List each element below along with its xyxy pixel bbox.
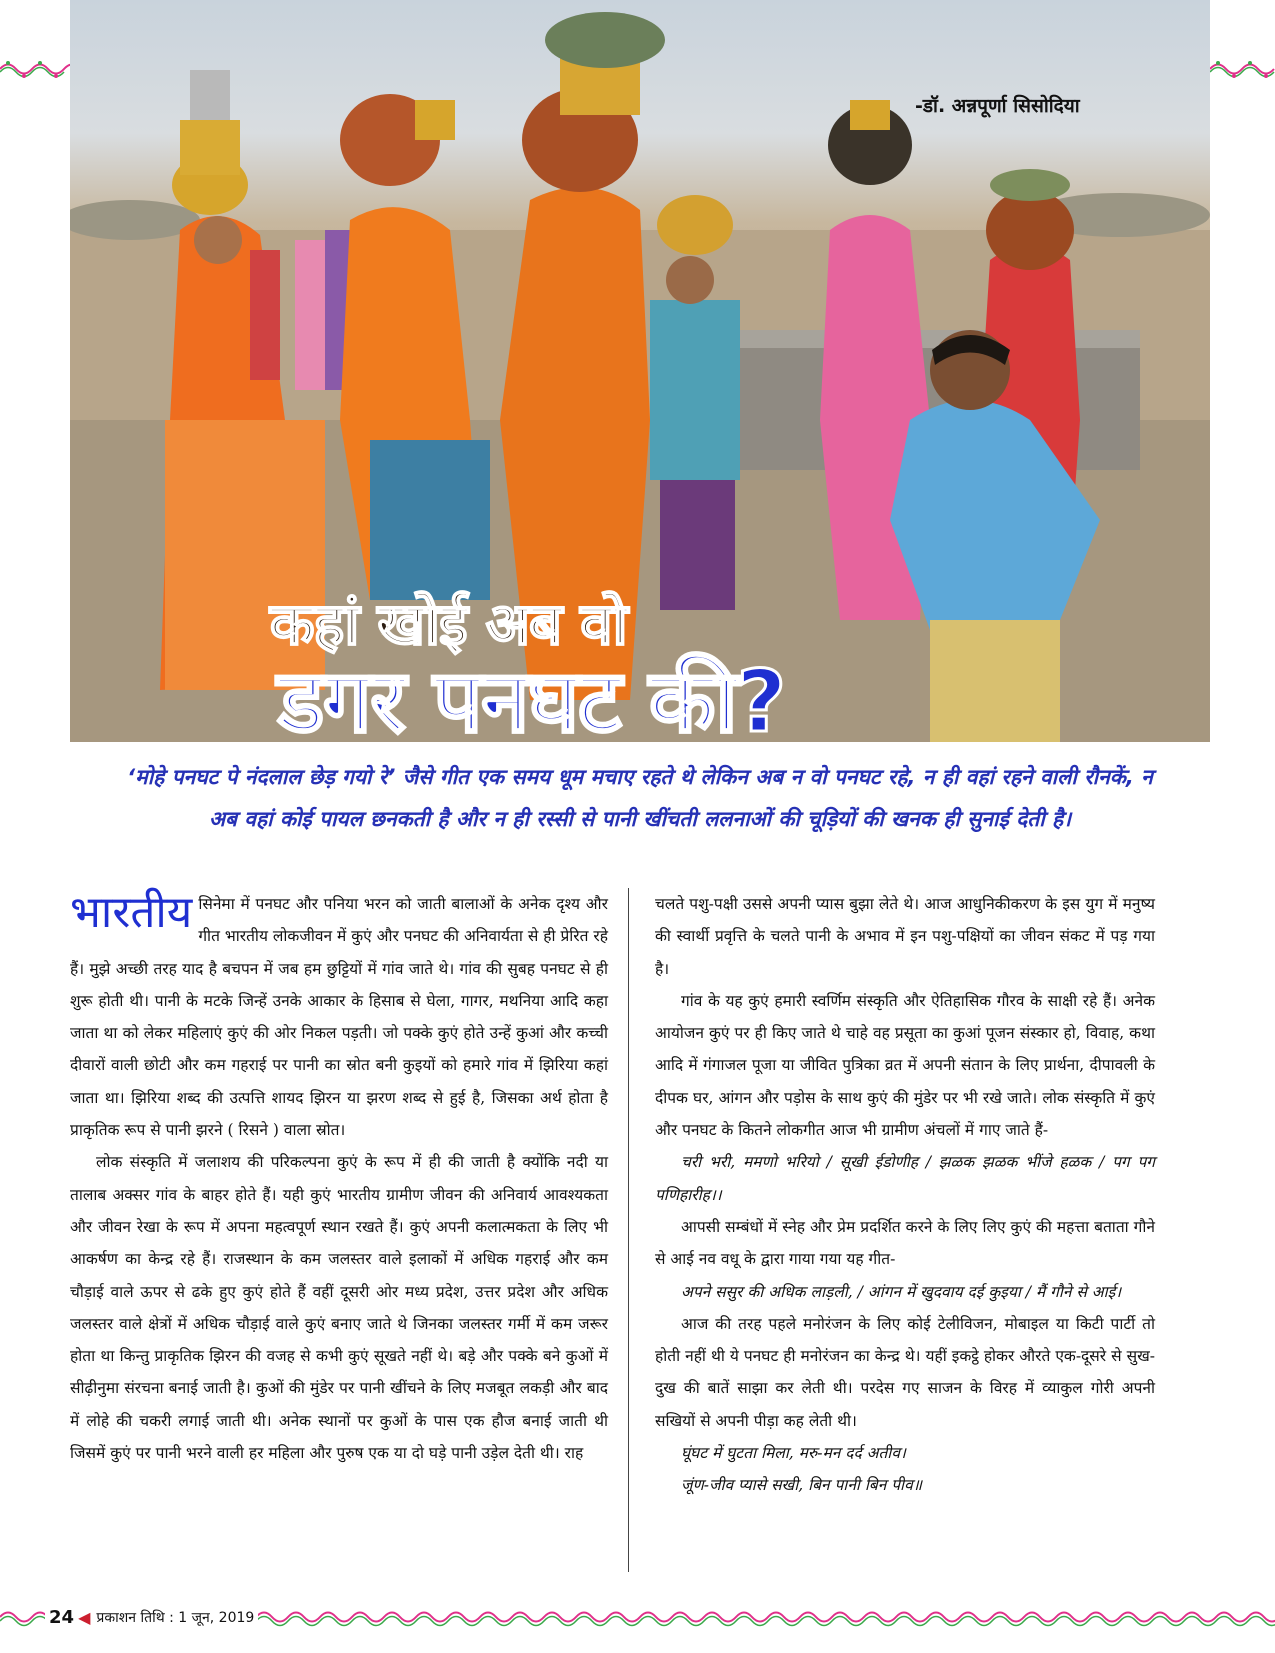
- page-footer: [45, 1605, 258, 1629]
- arrow-left-icon: ◀: [78, 1607, 91, 1627]
- paragraph-6: आज की तरह पहले मनोरंजन के लिए कोई टेलीविजन, मोबाइल या किटी पार्टी तो होती नहीं थी ये पनघट ही मनोरंजन का केन्द्र थे। यहीं इकट्ठे होकर औरते एक-दूसरे से सुख-दुख की बातें साझा कर लेती थी। परदेस गए साजन के विरह में व्याकुल गोरी अपनी सखियों से अपनी पीड़ा कह लेती थी।: [655, 1314, 1155, 1430]
- column-divider: [628, 888, 629, 1572]
- top-left-border-ornament: [0, 58, 70, 80]
- paragraph-1: [70, 888, 608, 1146]
- top-right-border-ornament: [1210, 58, 1275, 80]
- couplet-line-1: घूंघट में घुटता मिला, मरु-मन दर्द अतीव।: [681, 1444, 906, 1463]
- couplet-line-2: जूंण-जीव प्यासे सखी, बिन पानी बिन पीव॥: [681, 1476, 922, 1495]
- headline-line-1: कहां खोई अब वो: [270, 590, 627, 658]
- article-column-right: [655, 888, 1155, 1502]
- paragraph-4: गांव के यह कुएं हमारी स्वर्णिम संस्कृति और ऐतिहासिक गौरव के साक्षी रहे हैं। अनेक आयोजन कुएं पर ही किए जाते थे चाहे वह प्रसूता का कुआं पूजन संस्कार हो, विवाह, कथा आदि में गंगाजल पूजा या जीवित पुत्रिका व्रत में अपनी संतान के लिए प्रार्थना, दीपावली के दीपक घर, आंगन और पड़ोस के साथ कुएं की मुंडेर पर भी रखे जाते। लोक संस्कृति में कुएं और पनघट के कितने लोकगीत आज भी ग्रामीण अंचलों में गाए जाते हैं-: [655, 991, 1155, 1140]
- page-number: 24: [49, 1606, 75, 1628]
- folk-song-verse-1: चरी भरी, ममणो भरियो / सूखी ईडोणीह / झळक झळक भींजे हळक / पग पग पणिहारीह।।: [655, 1153, 1155, 1204]
- folk-song-verse-2: अपने ससुर की अधिक लाड़ली, / आंगन में खुदवाय दई कुइया / मैं गौने से आई।: [681, 1282, 1122, 1301]
- paragraph-5: आपसी सम्बंधों में स्नेह और प्रेम प्रदर्शित करने के लिए लिए कुएं की महत्ता बताता गौने से आई नव वधू के द्वारा गाया गया यह गीत-: [655, 1217, 1155, 1269]
- paragraph-1-text: सिनेमा में पनघट और पनिया भरन को जाती बालाओं के अनेक दृश्य और गीत भारतीय लोकजीवन में कुएं और पनघट की अनिवार्यता से ही प्रेरित रहे हैं। मुझे अच्छी तरह याद है बचपन में जब हम छुट्टियों में गांव जाते थे। गांव की सुबह पनघट से ही शुरू होती थी। पानी के मटके जिन्हें उनके आकार के हिसाब से घेला, गागर, मथनिया आदि कहा जाता था को लेकर महिलाएं कुएं की ओर निकल पड़ती। जो पक्के कुएं होते उन्हें कुआं और कच्ची दीवारों वाली छोटी और कम गहराई पर पानी का स्रोत बनी कुइयों को हमारे गांव में झिरिया कहां जाता था। झिरिया शब्द की उत्पत्ति शायद झिरन या झरण शब्द से हुई है, जिसका अर्थ होता है प्राकृतिक रूप से पानी झरने ( रिसने ) वाला स्रोत।: [70, 895, 608, 1140]
- article-column-left: [70, 888, 608, 1469]
- headline-line-2: डगर पनघट की?: [278, 652, 786, 752]
- dropcap-word: भारतीय: [70, 887, 193, 938]
- paragraph-3: चलते पशु-पक्षी उससे अपनी प्यास बुझा लेते थे। आज आधुनिकीकरण के इस युग में मनुष्य की स्वार्थी प्रवृत्ति के चलते पानी के अभाव में इन पशु-पक्षियों का जीवन संकट में पड़ गया है।: [655, 895, 1155, 978]
- publication-date: प्रकाशन तिथि : 1 जून, 2019: [96, 1609, 255, 1626]
- paragraph-2: लोक संस्कृति में जलाशय की परिकल्पना कुएं के रूप में ही की जाती है क्योंकि नदी या तालाब अक्सर गांव के बाहर होते हैं। यही कुएं भारतीय ग्रामीण जीवन की अनिवार्य आवश्यकता और जीवन रेखा के रूप में अपना महत्वपूर्ण स्थान रखते हैं। कुएं अपनी कलात्मकता के लिए भी आकर्षण का केन्द्र रहे हैं। राजस्थान के कम जलस्तर वाले इलाकों में अधिक गहराई और कम चौड़ाई वाले ऊपर से ढके हुए कुएं होते हैं वहीं दूसरी ओर मध्य प्रदेश, उत्तर प्रदेश और अधिक जलस्तर वाले क्षेत्रों में अधिक चौड़ाई वाले कुएं बनाए जाते थे जिनका जलस्तर गर्मी में कम जरूर होता था किन्तु प्राकृतिक झिरन की वजह से कभी कुएं सूखते नहीं थे। बड़े और पक्के बने कुओं में सीढ़ीनुमा संरचना बनाई जाती है। कुओं की मुंडेर पर पानी खींचने के लिए मजबूत लकड़ी और बाद में लोहे की चकरी लगाई जाती थी। अनेक स्थानों पर कुओं के पास एक हौज बनाई जाती थी जिसमें कुएं पर पानी भरने वाली हर महिला और पुरुष एक या दो घड़े पानी उड़ेल देती थी। राह: [70, 1153, 608, 1463]
- intro-quote: ‘मोहे पनघट पे नंदलाल छेड़ गयो रे’ जैसे गीत एक समय धूम मचाए रहते थे लेकिन अब न वो पनघट रहे, न ही वहां रहने वाली रौनकें, न अब वहां कोई पायल छनकती है और न ही रस्सी से पानी खींचती ललनाओं की चूड़ियों की खनक ही सुनाई देती है।: [127, 765, 1153, 831]
- author-byline: -डॉ. अन्नपूर्णा सिसोदिया: [915, 95, 1080, 117]
